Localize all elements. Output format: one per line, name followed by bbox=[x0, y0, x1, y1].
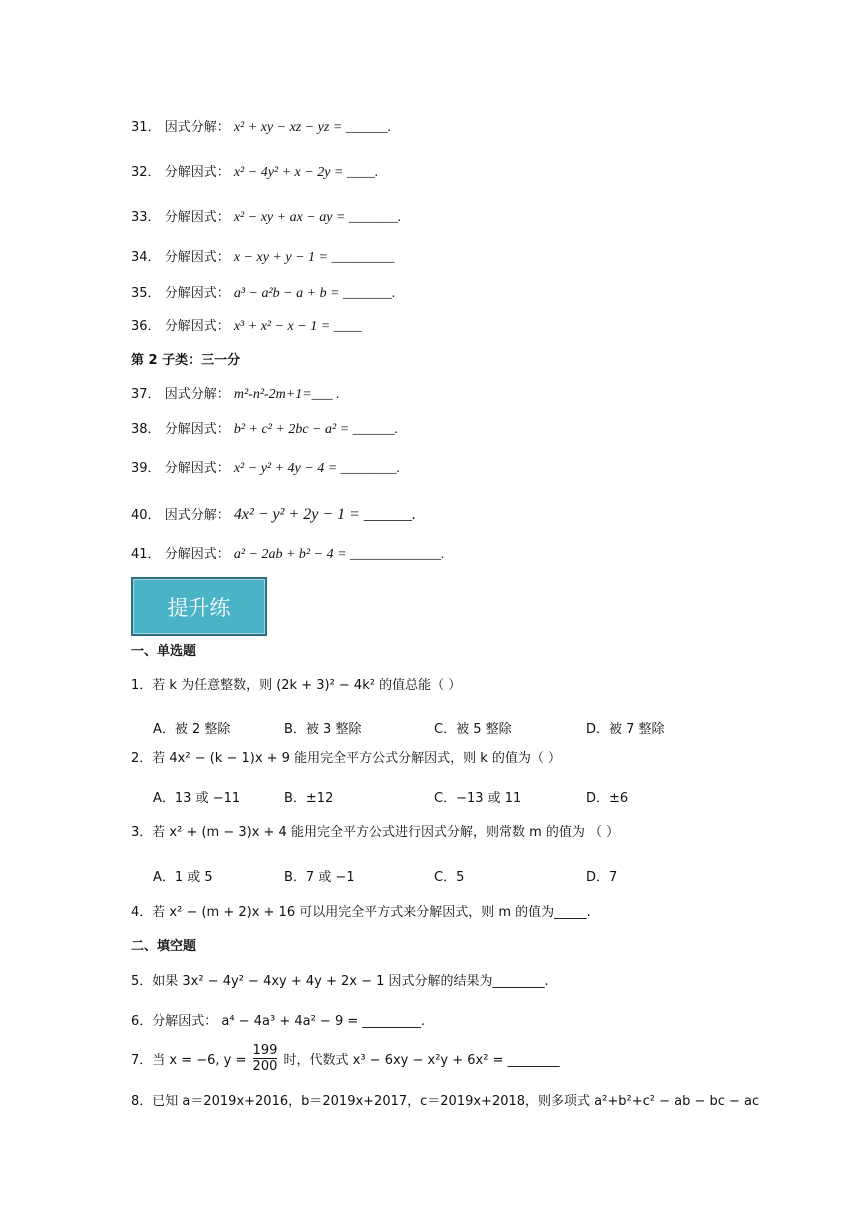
question-40 bbox=[131, 507, 416, 523]
question-expression: x² − y² + 4y − 4 = ________. bbox=[233, 461, 401, 476]
q2-option-d[interactable]: D．±6 bbox=[586, 791, 629, 806]
question-label: 因式分解： bbox=[164, 387, 230, 402]
question-number: 38． bbox=[131, 422, 161, 437]
question-37 bbox=[131, 388, 340, 402]
question-number: 34． bbox=[131, 250, 161, 265]
question-label: 分解因式： bbox=[164, 165, 230, 180]
question-7-prefix: 7．当 x = −6, y = bbox=[131, 1053, 247, 1068]
question-label: 分解因式： bbox=[164, 547, 230, 562]
q2-option-c[interactable]: C．−13 或 11 bbox=[434, 791, 522, 806]
question-number: 40． bbox=[131, 508, 161, 523]
question-5-text: 5．如果 3x² − 4y² − 4xy + 4y + 2x − 1 因式分解的结果为________. bbox=[131, 974, 549, 989]
question-expression: x² − xy + ax − ay = _______. bbox=[233, 210, 402, 225]
question-35 bbox=[131, 287, 396, 301]
question-2-text: 2．若 4x² − (k − 1)x + 9 能用完全平方公式分解因式，则 k 的值为（ ） bbox=[131, 751, 562, 766]
q3-option-c[interactable]: C．5 bbox=[434, 870, 465, 885]
subsection-heading: 第 2 子类：三一分 bbox=[131, 353, 241, 368]
question-number: 32． bbox=[131, 165, 161, 180]
question-label: 分解因式： bbox=[164, 210, 230, 225]
question-expression: 4x² − y² + 2y − 1 = ______. bbox=[233, 506, 416, 523]
question-label: 分解因式： bbox=[164, 250, 230, 265]
question-31 bbox=[131, 121, 391, 135]
question-label: 分解因式： bbox=[164, 286, 230, 301]
question-33 bbox=[131, 211, 401, 225]
question-7-suffix: 时，代数式 x³ − 6xy − x²y + 6x² = ________ bbox=[283, 1053, 560, 1068]
q3-option-a[interactable]: A．1 或 5 bbox=[153, 870, 213, 885]
question-number: 31． bbox=[131, 120, 161, 135]
question-number: 39． bbox=[131, 461, 161, 476]
question-number: 35． bbox=[131, 286, 161, 301]
question-41 bbox=[131, 548, 445, 562]
question-8-text: 8．已知 a＝2019x+2016，b＝2019x+2017，c＝2019x+2018，则多项式 a²+b²+c² − ab − bc − ac bbox=[131, 1094, 760, 1109]
q3-option-b[interactable]: B．7 或 −1 bbox=[284, 870, 355, 885]
question-32 bbox=[131, 166, 378, 180]
q2-option-a[interactable]: A．13 或 −11 bbox=[153, 791, 241, 806]
question-label: 因式分解： bbox=[164, 120, 230, 135]
q3-option-d[interactable]: D．7 bbox=[586, 870, 618, 885]
question-1-text: 1．若 k 为任意整数，则 (2k + 3)² − 4k² 的值总能（ ） bbox=[131, 678, 462, 693]
q1-option-a[interactable]: A．被 2 整除 bbox=[153, 722, 231, 737]
fraction-denominator: 200 bbox=[252, 1059, 278, 1074]
section-heading-fill-in: 二、填空题 bbox=[131, 939, 197, 954]
q1-option-d[interactable]: D．被 7 整除 bbox=[586, 722, 665, 737]
question-number: 37． bbox=[131, 387, 161, 402]
fraction bbox=[253, 1043, 278, 1074]
question-label: 分解因式： bbox=[164, 422, 230, 437]
fraction-numerator: 199 bbox=[252, 1043, 278, 1058]
question-38 bbox=[131, 423, 398, 437]
question-label: 分解因式： bbox=[164, 319, 230, 334]
question-6-text: 6．分解因式： a⁴ − 4a³ + 4a² − 9 = _________. bbox=[131, 1014, 426, 1029]
question-expression: a² − 2ab + b² − 4 = _____________. bbox=[233, 547, 445, 562]
question-expression: a³ − a²b − a + b = _______. bbox=[233, 286, 396, 301]
question-expression: m²-n²-2m+1=___ . bbox=[233, 387, 340, 402]
q1-option-c[interactable]: C．被 5 整除 bbox=[434, 722, 512, 737]
question-39 bbox=[131, 462, 400, 476]
section-banner: 提升练 bbox=[131, 577, 267, 636]
question-3-text: 3．若 x² + (m − 3)x + 4 能用完全平方公式进行因式分解，则常数 m 的值为 （ ） bbox=[131, 825, 620, 840]
question-expression: x − xy + y − 1 = _________ bbox=[233, 250, 395, 265]
question-7 bbox=[131, 1043, 560, 1074]
question-label: 因式分解： bbox=[164, 508, 230, 523]
section-heading-single-choice: 一、单选题 bbox=[131, 644, 197, 659]
question-expression: b² + c² + 2bc − a² = ______. bbox=[233, 422, 399, 437]
question-number: 33． bbox=[131, 210, 161, 225]
q2-option-b[interactable]: B．±12 bbox=[284, 791, 334, 806]
question-4-text: 4．若 x² − (m + 2)x + 16 可以用完全平方式来分解因式，则 m 的值为_____. bbox=[131, 905, 591, 920]
question-label: 分解因式： bbox=[164, 461, 230, 476]
question-number: 36． bbox=[131, 319, 161, 334]
question-expression: x³ + x² − x − 1 = ____ bbox=[233, 319, 362, 334]
question-36 bbox=[131, 320, 362, 334]
q1-option-b[interactable]: B．被 3 整除 bbox=[284, 722, 362, 737]
question-expression: x² − 4y² + x − 2y = ____. bbox=[233, 165, 379, 180]
question-expression: x² + xy − xz − yz = ______. bbox=[233, 120, 392, 135]
question-number: 41． bbox=[131, 547, 161, 562]
question-34 bbox=[131, 251, 395, 265]
